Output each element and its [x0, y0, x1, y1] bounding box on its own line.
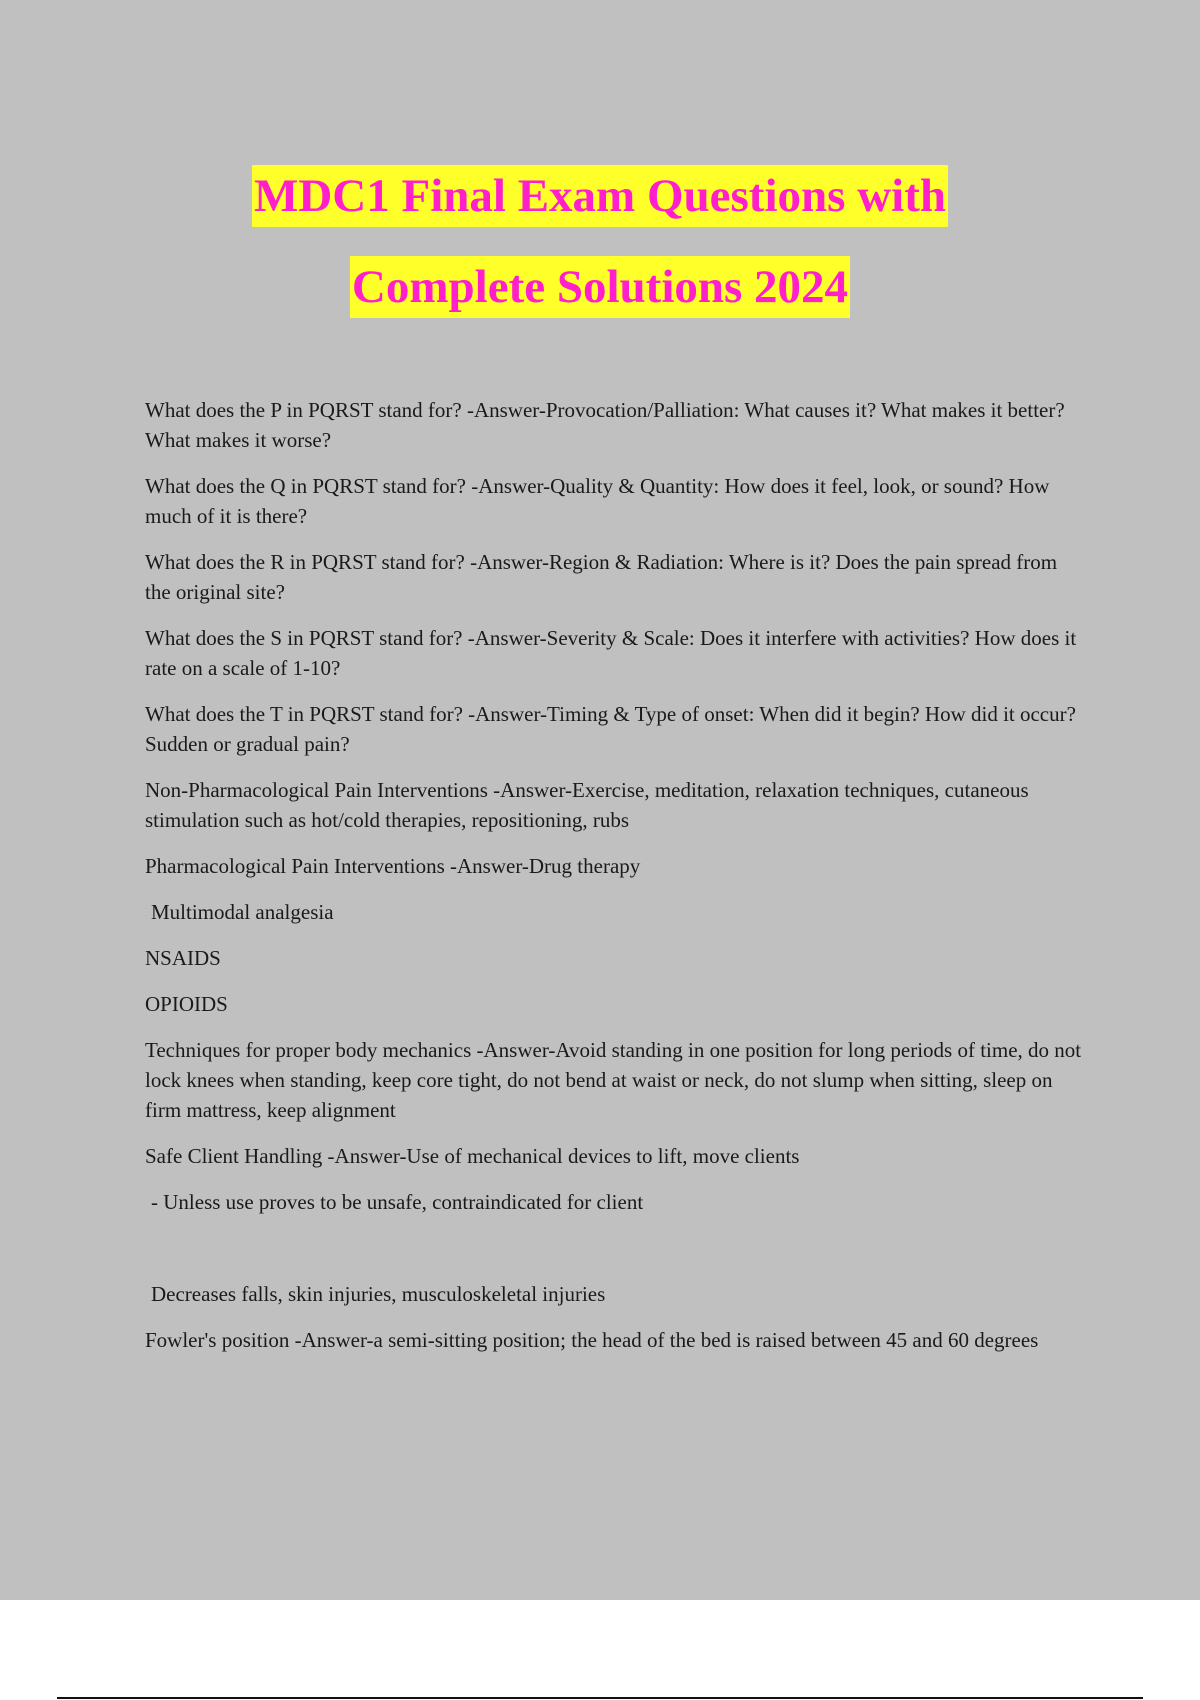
qa-fowlers-position: Fowler's position -Answer-a semi-sitting position; the head of the bed is raised between 45 and 60 degrees	[145, 1328, 1039, 1352]
qa-pqrst-s: What does the S in PQRST stand for? -Answer-Severity & Scale: Does it interfere with activities? How does it rate on a scale of 1-10?	[145, 626, 1077, 680]
document-title	[0, 165, 1200, 318]
qa-pqrst-q: What does the Q in PQRST stand for? -Answer-Quality & Quantity: How does it feel, look, or sound? How much of it is there?	[145, 474, 1050, 528]
qa-non-pharmacological: Non-Pharmacological Pain Interventions -Answer-Exercise, meditation, relaxation techniques, cutaneous stimulation such as hot/cold therapies, repositioning, rubs	[145, 778, 1029, 832]
qa-pqrst-t: What does the T in PQRST stand for? -Answer-Timing & Type of onset: When did it begin? How did it occur? Sudden or gradual pain?	[145, 702, 1076, 756]
qa-pqrst-r: What does the R in PQRST stand for? -Answer-Region & Radiation: Where is it? Does the pain spread from the original site?	[145, 550, 1058, 604]
answer-line-nsaids: NSAIDS	[145, 946, 221, 970]
document-body	[145, 395, 1085, 1371]
answer-line-multimodal: Multimodal analgesia	[151, 900, 334, 924]
answer-line-unless-unsafe: - Unless use proves to be unsafe, contraindicated for client	[151, 1190, 644, 1214]
title-line-1: MDC1 Final Exam Questions with	[252, 165, 948, 227]
qa-body-mechanics: Techniques for proper body mechanics -Answer-Avoid standing in one position for long periods of time, do not lock knees when standing, keep core tight, do not bend at waist or neck, do not slump when sitting, sleep on firm mattress, keep alignment	[145, 1038, 1082, 1122]
qa-pharmacological: Pharmacological Pain Interventions -Answer-Drug therapy	[145, 854, 641, 878]
page-footer-divider	[57, 1697, 1143, 1699]
answer-line-opioids: OPIOIDS	[145, 992, 228, 1016]
answer-line-decreases-falls: Decreases falls, skin injuries, musculoskeletal injuries	[151, 1282, 606, 1306]
qa-safe-client-handling: Safe Client Handling -Answer-Use of mechanical devices to lift, move clients	[145, 1144, 800, 1168]
qa-pqrst-p: What does the P in PQRST stand for? -Answer-Provocation/Palliation: What causes it? What makes it better? What makes it worse?	[145, 398, 1065, 452]
title-line-2: Complete Solutions 2024	[350, 256, 850, 318]
